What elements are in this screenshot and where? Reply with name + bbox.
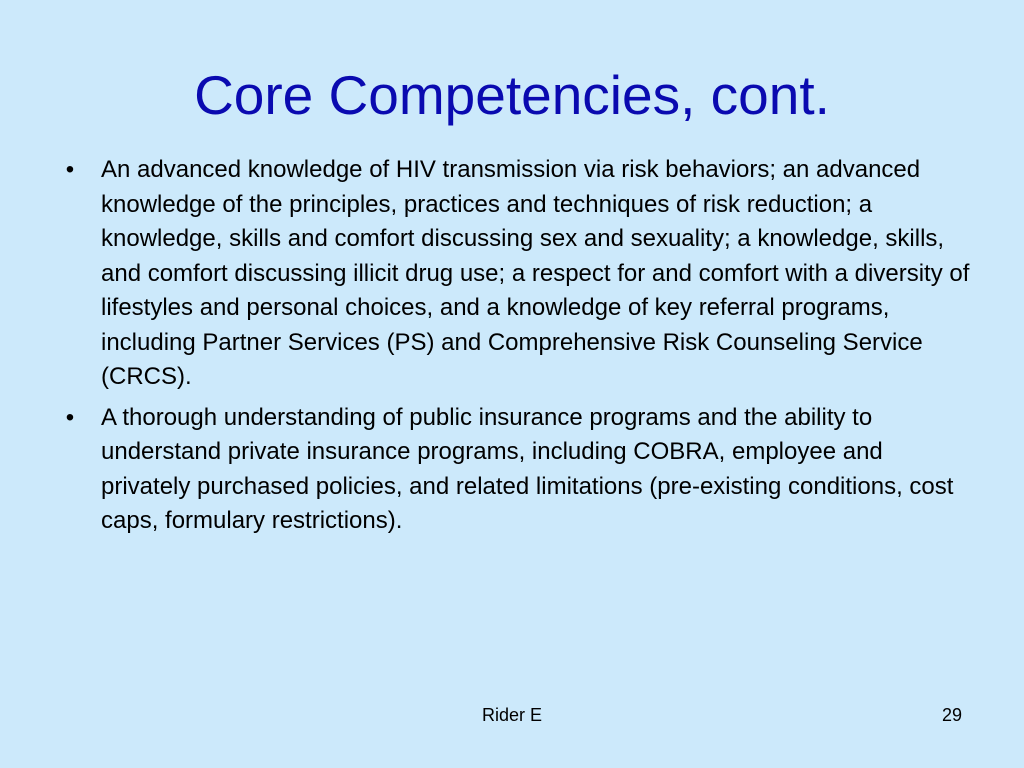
page-number: 29 [941,705,962,725]
bullet-list [60,153,970,545]
bullet-marker: • [65,156,75,183]
bullet-text: An advanced knowledge of HIV transmission via risk behaviors; an advanced knowledge of the principles, practices and techniques of risk reduction; a knowledge, skills and comfort discussing sex and sexuality; a knowledge, skills, and comfort discussing illicit drug use; a respect for and comfort with a diversity of lifestyles and personal choices, and a knowledge of key referral programs, including Partner Services (PS) and Comprehensive Risk Counseling Service (CRCS). [101,156,970,390]
bullet-text: A thorough understanding of public insurance programs and the ability to understand private insurance programs, including COBRA, employee and privately purchased policies, and related limitations (pre-existing conditions, cost caps, formulary restrictions). [101,403,954,534]
bullet-item [60,401,970,539]
bullet-marker: • [65,403,75,431]
slide-title: Core Competencies, cont. [194,64,830,126]
bullet-item [60,153,970,395]
footer-text: Rider E [481,705,543,725]
